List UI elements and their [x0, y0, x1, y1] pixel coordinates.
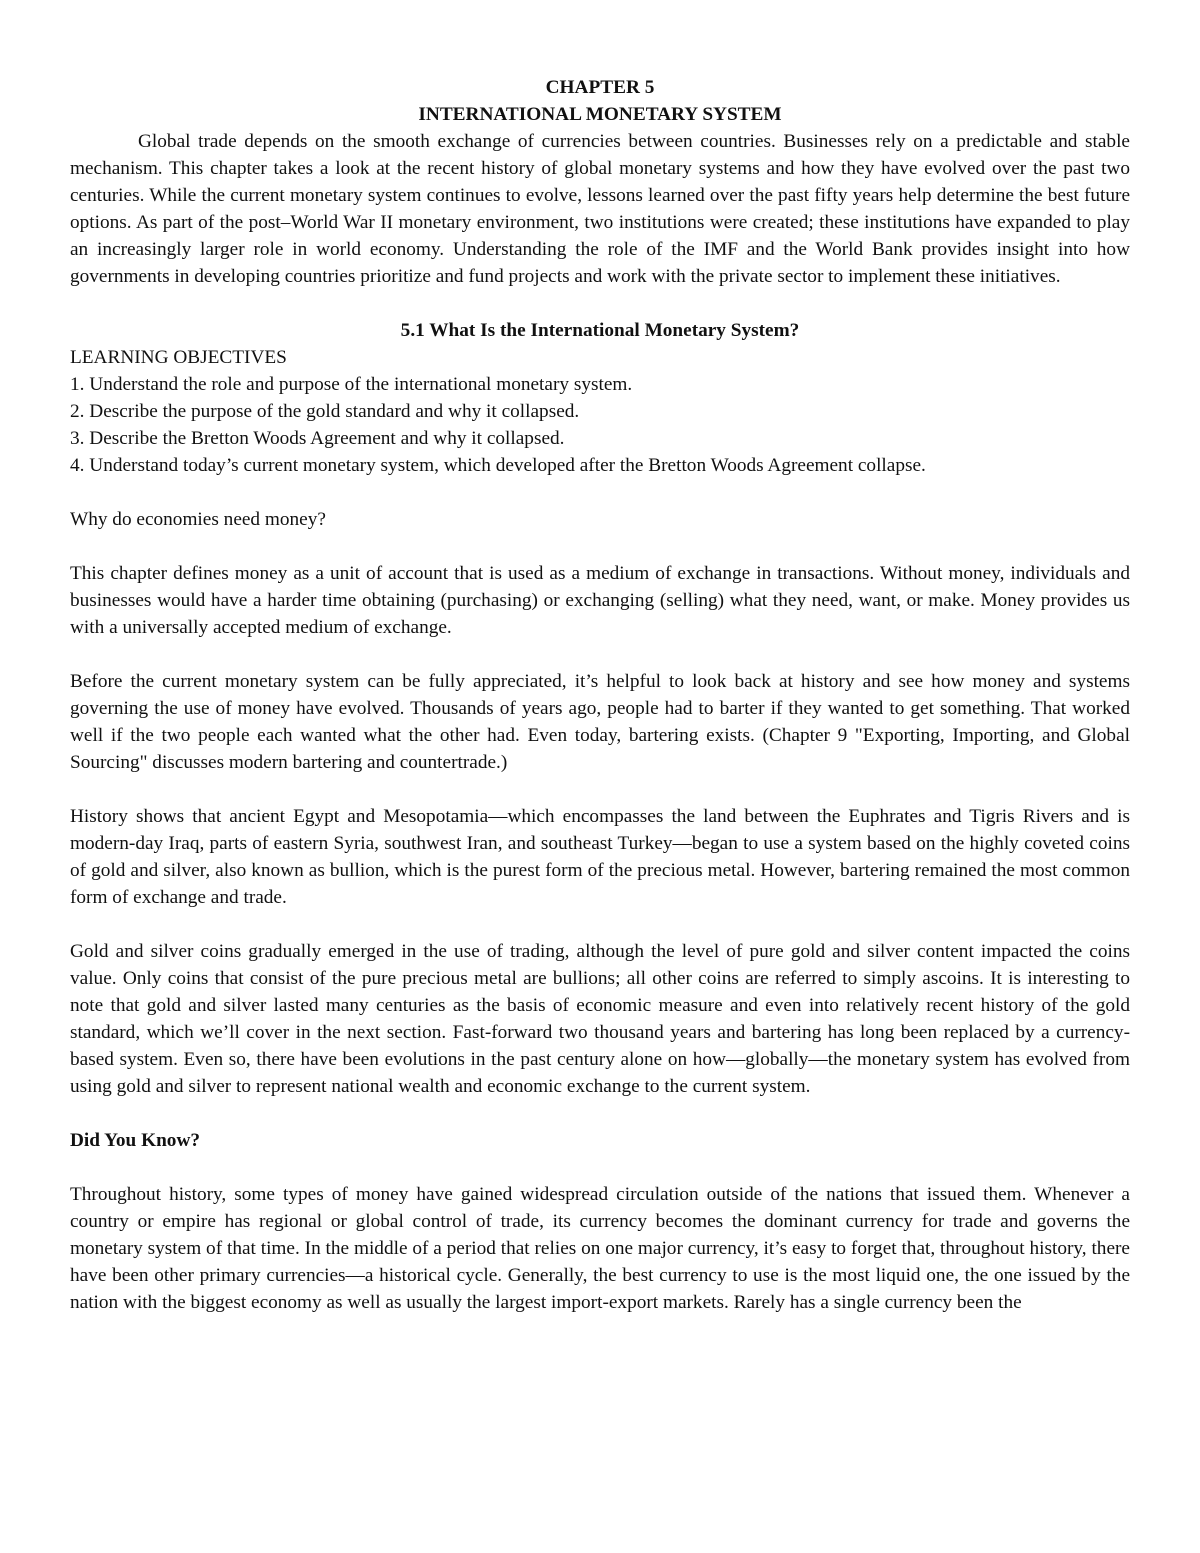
document-page [70, 74, 1130, 1316]
chapter-number: CHAPTER 5 [545, 77, 655, 98]
paragraph-money-definition: This chapter defines money as a unit of account that is used as a medium of exchange in transactions. Without money, individuals and businesses would have a harder time obtaining (purchasing) or exchanging (selling) what they need, want, or make. Money provides us with a universally accepted medium of exchange. [70, 563, 1130, 638]
paragraph-gold-silver-coins: Gold and silver coins gradually emerged in the use of trading, although the level of pure gold and silver content impacted the coins value. Only coins that consist of the pure precious metal are bullions; all other coins are referred to simply ascoins. It is interesting to note that gold and silver lasted many centuries as the basis of economic measure and even into relatively recent history of the gold standard, which we’ll cover in the next section. Fast-forward two thousand years and bartering has long been replaced by a currency-based system. Even so, there have been evolutions in the past century alone on how—globally—the monetary system has evolved from using gold and silver to represent national wealth and economic exchange to the current system. [70, 941, 1130, 1097]
learning-objectives-label: LEARNING OBJECTIVES [70, 347, 287, 368]
list-item: 1. Understand the role and purpose of the international monetary system. [70, 374, 633, 395]
did-you-know-heading: Did You Know? [70, 1130, 201, 1151]
section-title: 5.1 What Is the International Monetary System? [400, 320, 800, 341]
list-item: 4. Understand today’s current monetary system, which developed after the Bretton Woods Agreement collapse. [70, 455, 926, 476]
paragraph-dominant-currency: Throughout history, some types of money have gained widespread circulation outside of the nations that issued them. Whenever a country or empire has regional or global control of trade, its currency becomes the dominant currency for trade and governs the monetary system of that time. In the middle of a period that relies on one major currency, it’s easy to forget that, throughout history, there have been other primary currencies—a historical cycle. Generally, the best currency to use is the most liquid one, the one issued by the nation with the biggest economy as well as usually the largest import-export markets. Rarely has a single currency been the [70, 1184, 1130, 1313]
paragraph-ancient-bullion: History shows that ancient Egypt and Mesopotamia—which encompasses the land between the Euphrates and Tigris Rivers and is modern-day Iraq, parts of eastern Syria, southwest Iran, and southeast Turkey—began to use a system based on the highly coveted coins of gold and silver, also known as bullion, which is the purest form of the precious metal. However, bartering remained the most common form of exchange and trade. [70, 806, 1130, 908]
learning-objectives-list [70, 371, 1130, 479]
question-line: Why do economies need money? [70, 509, 326, 530]
list-item: 2. Describe the purpose of the gold standard and why it collapsed. [70, 401, 580, 422]
intro-paragraph: Global trade depends on the smooth exchange of currencies between countries. Businesses rely on a predictable and stable mechanism. This chapter takes a look at the recent history of global monetary systems and how they have evolved over the past two centuries. While the current monetary system continues to evolve, lessons learned over the past fifty years help determine the best future options. As part of the post–World War II monetary environment, two institutions were created; these institutions have expanded to play an increasingly larger role in world economy. Understanding the role of the IMF and the World Bank provides insight into how governments in developing countries prioritize and fund projects and work with the private sector to implement these initiatives. [70, 131, 1130, 287]
chapter-title: INTERNATIONAL MONETARY SYSTEM [418, 104, 782, 125]
paragraph-bartering-history: Before the current monetary system can be fully appreciated, it’s helpful to look back at history and see how money and systems governing the use of money have evolved. Thousands of years ago, people had to barter if they wanted to get something. That worked well if the two people each wanted what the other had. Even today, bartering exists. (Chapter 9 "Exporting, Importing, and Global Sourcing" discusses modern bartering and countertrade.) [70, 671, 1130, 773]
list-item: 3. Describe the Bretton Woods Agreement and why it collapsed. [70, 428, 565, 449]
